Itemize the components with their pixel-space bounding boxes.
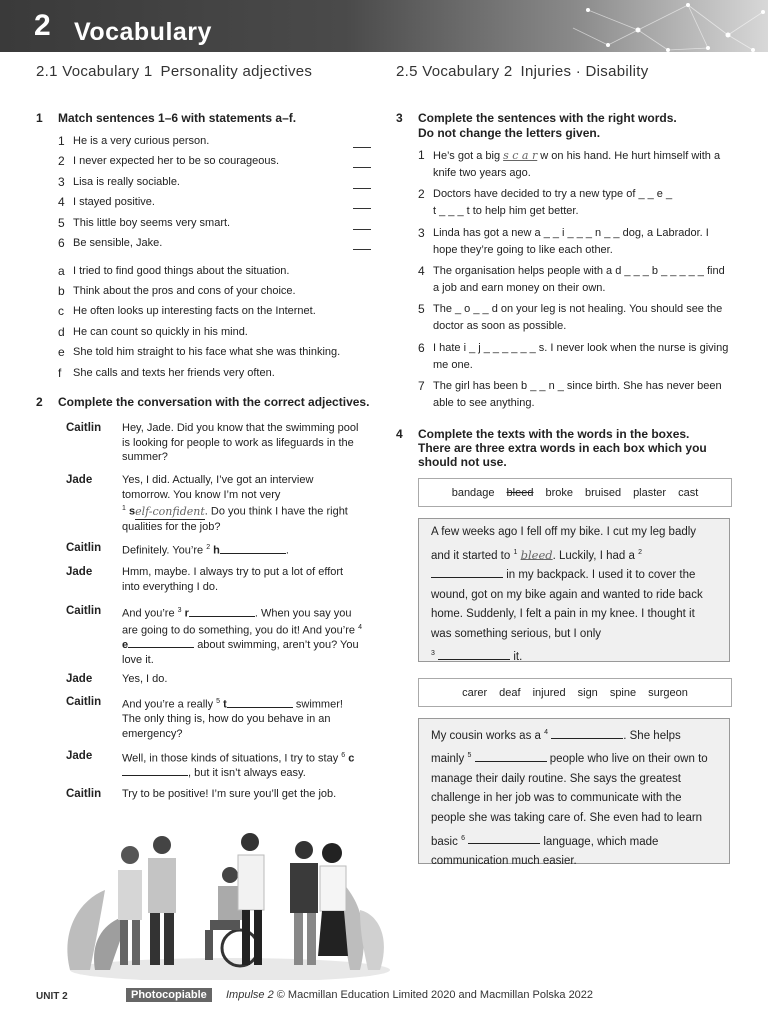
- word-option: bandage: [451, 486, 495, 499]
- answer-blank[interactable]: [189, 616, 255, 617]
- speaker: Jade: [66, 566, 93, 578]
- answer-blank[interactable]: [220, 553, 286, 554]
- answer-blank[interactable]: [353, 248, 371, 250]
- word-option: injured: [532, 686, 566, 699]
- example-answer: s c a r: [503, 149, 538, 162]
- answer-blank[interactable]: [353, 166, 371, 168]
- word-option: deaf: [499, 686, 521, 699]
- answer-blank[interactable]: [551, 738, 623, 739]
- word-option: sign: [577, 686, 598, 699]
- answer-blank[interactable]: [353, 187, 371, 189]
- page-title: Vocabulary: [74, 18, 212, 46]
- speaker: Jade: [66, 673, 93, 685]
- photocopiable-badge: Photocopiable: [126, 988, 212, 1002]
- example-answer: elf-confident: [135, 505, 205, 521]
- answer-blank[interactable]: [128, 647, 194, 648]
- answer-blank[interactable]: [475, 761, 547, 762]
- text-box-1: A few weeks ago I fell off my bike. I cut my leg badly and it started to $^1$ bleed. Luckily, I had a $^2$ in my backpack. I used it to cover the wound, got on my bike again and wanted to ride back home. Suddenly, I felt a pain in my knee. I thought it was something serious, but I only $^3$ it.: [418, 518, 730, 662]
- answer-blank[interactable]: [438, 659, 510, 660]
- speaker: Caitlin: [66, 788, 102, 800]
- people-group-illustration: [60, 820, 390, 980]
- speaker: Caitlin: [66, 696, 102, 708]
- answer-blank[interactable]: [431, 577, 503, 578]
- network-decoration-icon: [568, 0, 768, 52]
- word-box-1: [418, 478, 732, 507]
- page-header: [0, 0, 768, 52]
- answer-blank[interactable]: [468, 843, 540, 844]
- word-option: cast: [678, 486, 699, 499]
- answer-blank[interactable]: [227, 707, 293, 708]
- speaker: Caitlin: [66, 605, 102, 617]
- section-title-vocab1: 2.1 Vocabulary 1 Personality adjectives: [36, 63, 313, 80]
- word-option: surgeon: [648, 686, 688, 699]
- answer-blank[interactable]: [353, 228, 371, 230]
- word-option: broke: [545, 486, 573, 499]
- word-option: spine: [609, 686, 637, 699]
- speaker: Jade: [66, 750, 93, 762]
- word-box-2: [418, 678, 732, 707]
- speaker: Caitlin: [66, 542, 102, 554]
- speaker: Jade: [66, 474, 93, 486]
- word-option: carer: [462, 686, 488, 699]
- answer-blank[interactable]: [353, 207, 371, 209]
- unit-number: 2: [34, 9, 51, 42]
- footer-unit: UNIT 2: [36, 991, 68, 1002]
- text-box-2: My cousin works as a $^4$ . She helps mainly $^5$ people who live on their own to manage their daily routine. She says the greatest challenge in her job was to communicate with the people she was taking care of. She even had to learn basic $^6$ language, which made communication much easier.: [418, 718, 730, 864]
- word-option: plaster: [633, 486, 667, 499]
- speaker: Caitlin: [66, 422, 102, 434]
- answer-blank[interactable]: [353, 146, 371, 148]
- word-option-used: bleed: [506, 486, 534, 499]
- word-option: bruised: [584, 486, 622, 499]
- example-answer: bleed: [520, 547, 553, 562]
- answer-blank[interactable]: [122, 775, 188, 776]
- footer-copyright: Impulse 2 © Macmillan Education Limited 2020 and Macmillan Polska 2022: [226, 989, 594, 1001]
- section-title-vocab2: 2.5 Vocabulary 2 Injuries · Disability: [396, 63, 649, 80]
